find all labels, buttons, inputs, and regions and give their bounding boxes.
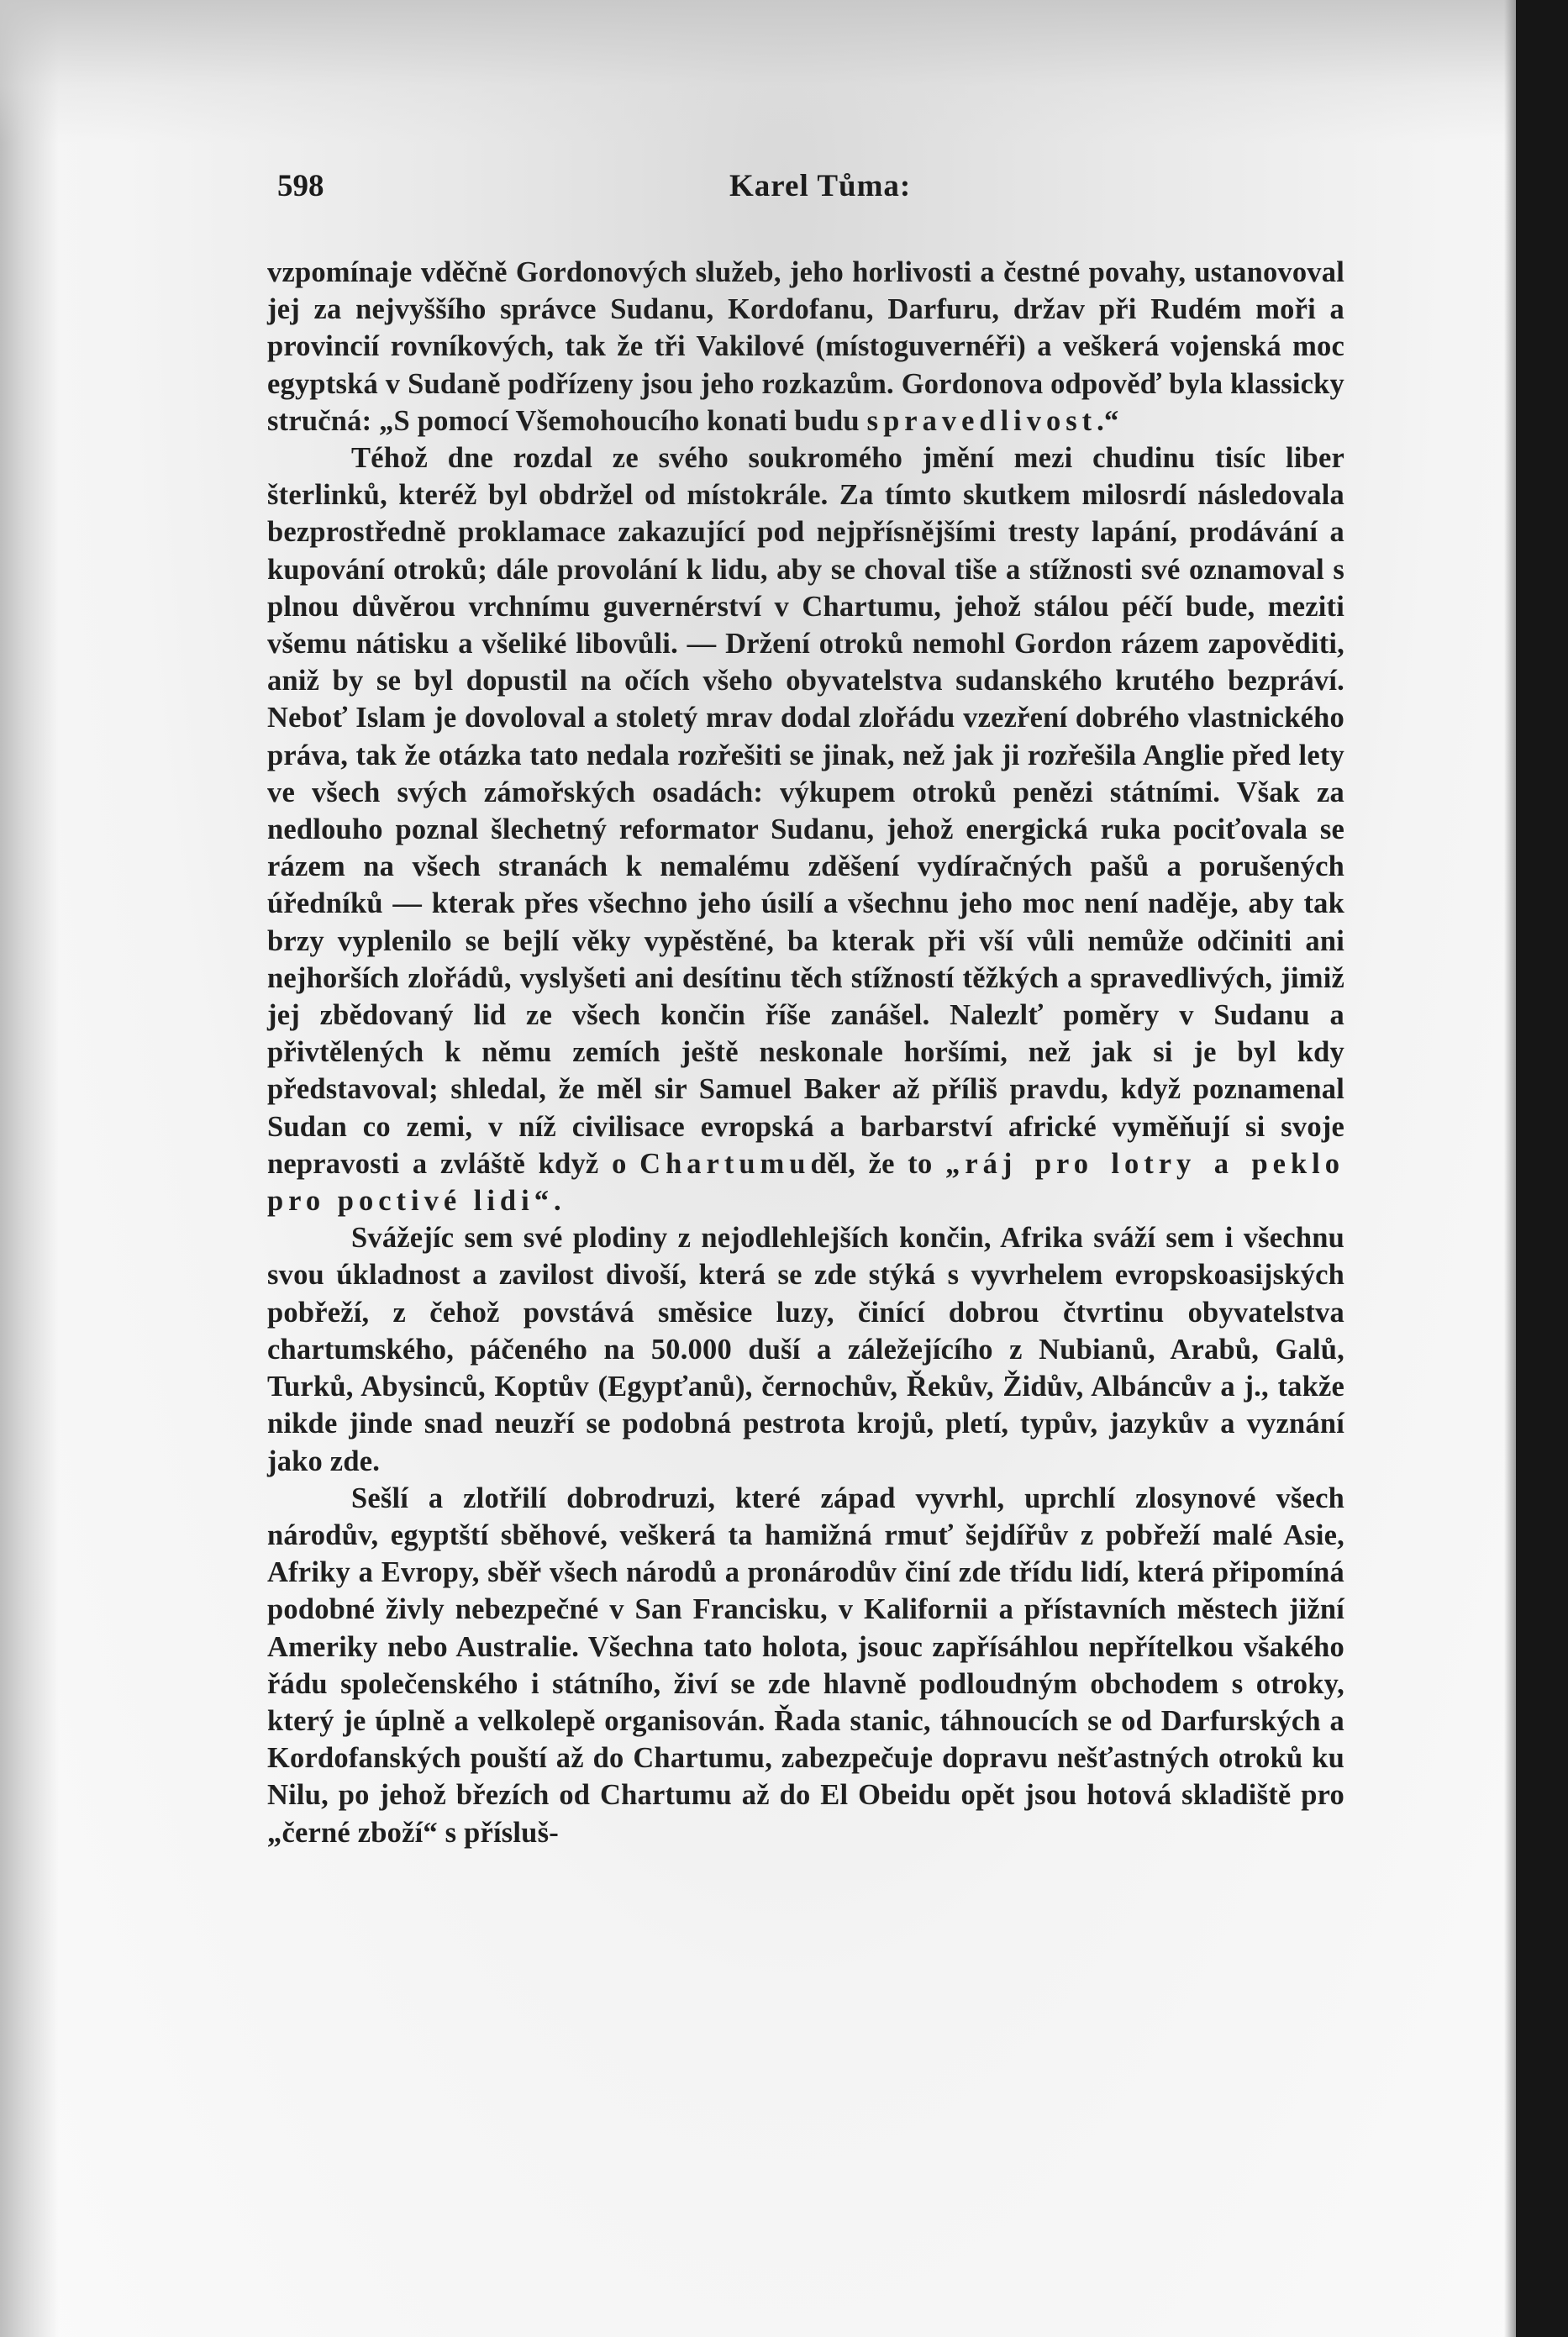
page-number: 598 — [277, 169, 324, 203]
spaced-emphasis: spravedlivost — [866, 404, 1097, 437]
page-content — [267, 168, 1344, 1851]
paragraph-text: . — [553, 1185, 561, 1218]
paragraph-text: Sešlí a zlotřilí dobrodruzi, které západ vyvrhl, uprchlí zlosynové všech národův, egyptští sběhové, veškerá ta hamižná rmuť šejdířův z pobřeží malé Asie, Afriky a Evropy, sběř všech národů a pronárodův činí zde třídu lidí, která připomíná podobné živly nebezpečné v San Francisku, v Kalifornii a přístavních městech jižní Ameriky nebo Australie. Všechna tato holota, jsouc zapřísáhlou nepřítelkou všakého řádu společenského i státního, živí se zde hlavně podloudným obchodem s otroky, který je úplně a velkolepě organisován. Řada stanic, táhnoucích se od Darfurských a Kordofanských pouští až do Chartumu, zabezpečuje dopravu nešťastných otroků ku Nilu, po jehož březích od Chartumu až do El Obeidu opět jsou hotová skladiště pro „černé zboží“ s přísluš- — [267, 1482, 1344, 1849]
page-top-shadow — [0, 0, 1568, 143]
paragraph-2 — [267, 440, 1344, 1219]
paragraph-text: vzpomínaje vděčně Gordonových služeb, jeho horlivosti a čestné povahy, ustanovoval jej za nejvyššího správce Sudanu, Kordofanu, Darfuru, držav při Rudém moři a provincií rovníkových, tak že tři Vakilové (místoguvernéři) a veškerá vojenská moc egyptská v Sudaně podřízeny jsou jeho rozkazům. Gordonova odpověď byla klassicky stručná: „S pomocí Všemohoucího konati budu — [267, 256, 1344, 437]
spaced-emphasis: Chartumu — [639, 1147, 811, 1180]
page-edge-shadow — [1504, 0, 1516, 2337]
paragraph-3 — [267, 1219, 1344, 1479]
paragraph-text: Téhož dne rozdal ze svého soukromého jmění mezi chudinu tisíc liber šterlinků, kteréž byl obdržel od místokrále. Za tímto skutkem milosrdí následovala bezprostředně proklamace zakazující pod nejpřísnějšími tresty lapání, prodávání a kupování otroků; dále provolání k lidu, aby se choval tiše a stížnosti své oznamoval s plnou důvěrou vrchnímu guvernérství v Chartumu, jehož stálou péčí bude, meziti všemu nátisku a všeliké libovůli. — Držení otroků nemohl Gordon rázem zapověditi, aniž by se byl dopustil na očích všeho obyvatelstva sudanského krutého bezpráví. Neboť Islam je dovoloval a stoletý mrav dodal zlořádu vzezření dobrého vlastnického práva, tak že otázka tato nedala rozřešiti se jinak, než jak ji rozřešila Anglie před lety ve všech svých zámořských osadách: výkupem otroků penězi státními. Však za nedlouho poznal šlechetný reformator Sudanu, jehož energická ruka pociťovala se rázem na všech stranách k nemalému zděšení vydíračných pašů a porušených úředníků — kterak přes všechno jeho úsilí a všechnu jeho moc není naděje, aby tak brzy vyplenilo se bejlí věky vypěstěné, ba kterak při vší vůli nemůže odčiniti ani nejhorších zlořádů, vyslyšeti ani desítinu těch stížností těžkých a spravedlivých, jimiž jej zbědovaný lid ze všech končin říše zanášel. Nalezlť poměry v Sudanu a přivtělených k němu zemích ještě neskonale horšími, než jak si je byl kdy představoval; shledal, že měl sir Samuel Baker až příliš pravdu, když poznamenal Sudan co zemi, v níž civilisace evropská a barbarství africké vyměňují si svoje nepravosti a zvláště když o — [267, 442, 1344, 1180]
paragraph-text: děl, že to — [810, 1147, 946, 1180]
running-title: Karel Tůma: — [729, 169, 912, 203]
paragraph-4 — [267, 1480, 1344, 1851]
paragraph-text: Svážejíc sem své plodiny z nejodlehlejších končin, Afrika sváží sem i všechnu svou úkladnost a zavilost divoší, která se zde stýká s vyvrhelem evropskoasijských pobřeží, z čehož povstává směsice luzy, činící dobrou čtvrtinu obyvatelstva chartumského, páčeného na 50.000 duší a záležejícího z Nubianů, Arabů, Galů, Turků, Abysinců, Koptův (Egypťanů), černochův, Řekův, Židův, Albáncův a j., takže nikde jinde snad neuzří se podobná pestrota krojů, pletí, typův, jazykův a vyznání jako zde. — [267, 1222, 1344, 1477]
body-text — [267, 254, 1344, 1851]
spaced-emphasis: „ráj pro lotry a peklo pro poctivé lidi“ — [267, 1147, 1344, 1218]
paragraph-text: .“ — [1097, 404, 1119, 437]
page-left-shadow — [0, 0, 59, 2337]
scan-dark-border — [1516, 0, 1568, 2337]
page-header — [267, 168, 1344, 218]
paragraph-1 — [267, 254, 1344, 440]
